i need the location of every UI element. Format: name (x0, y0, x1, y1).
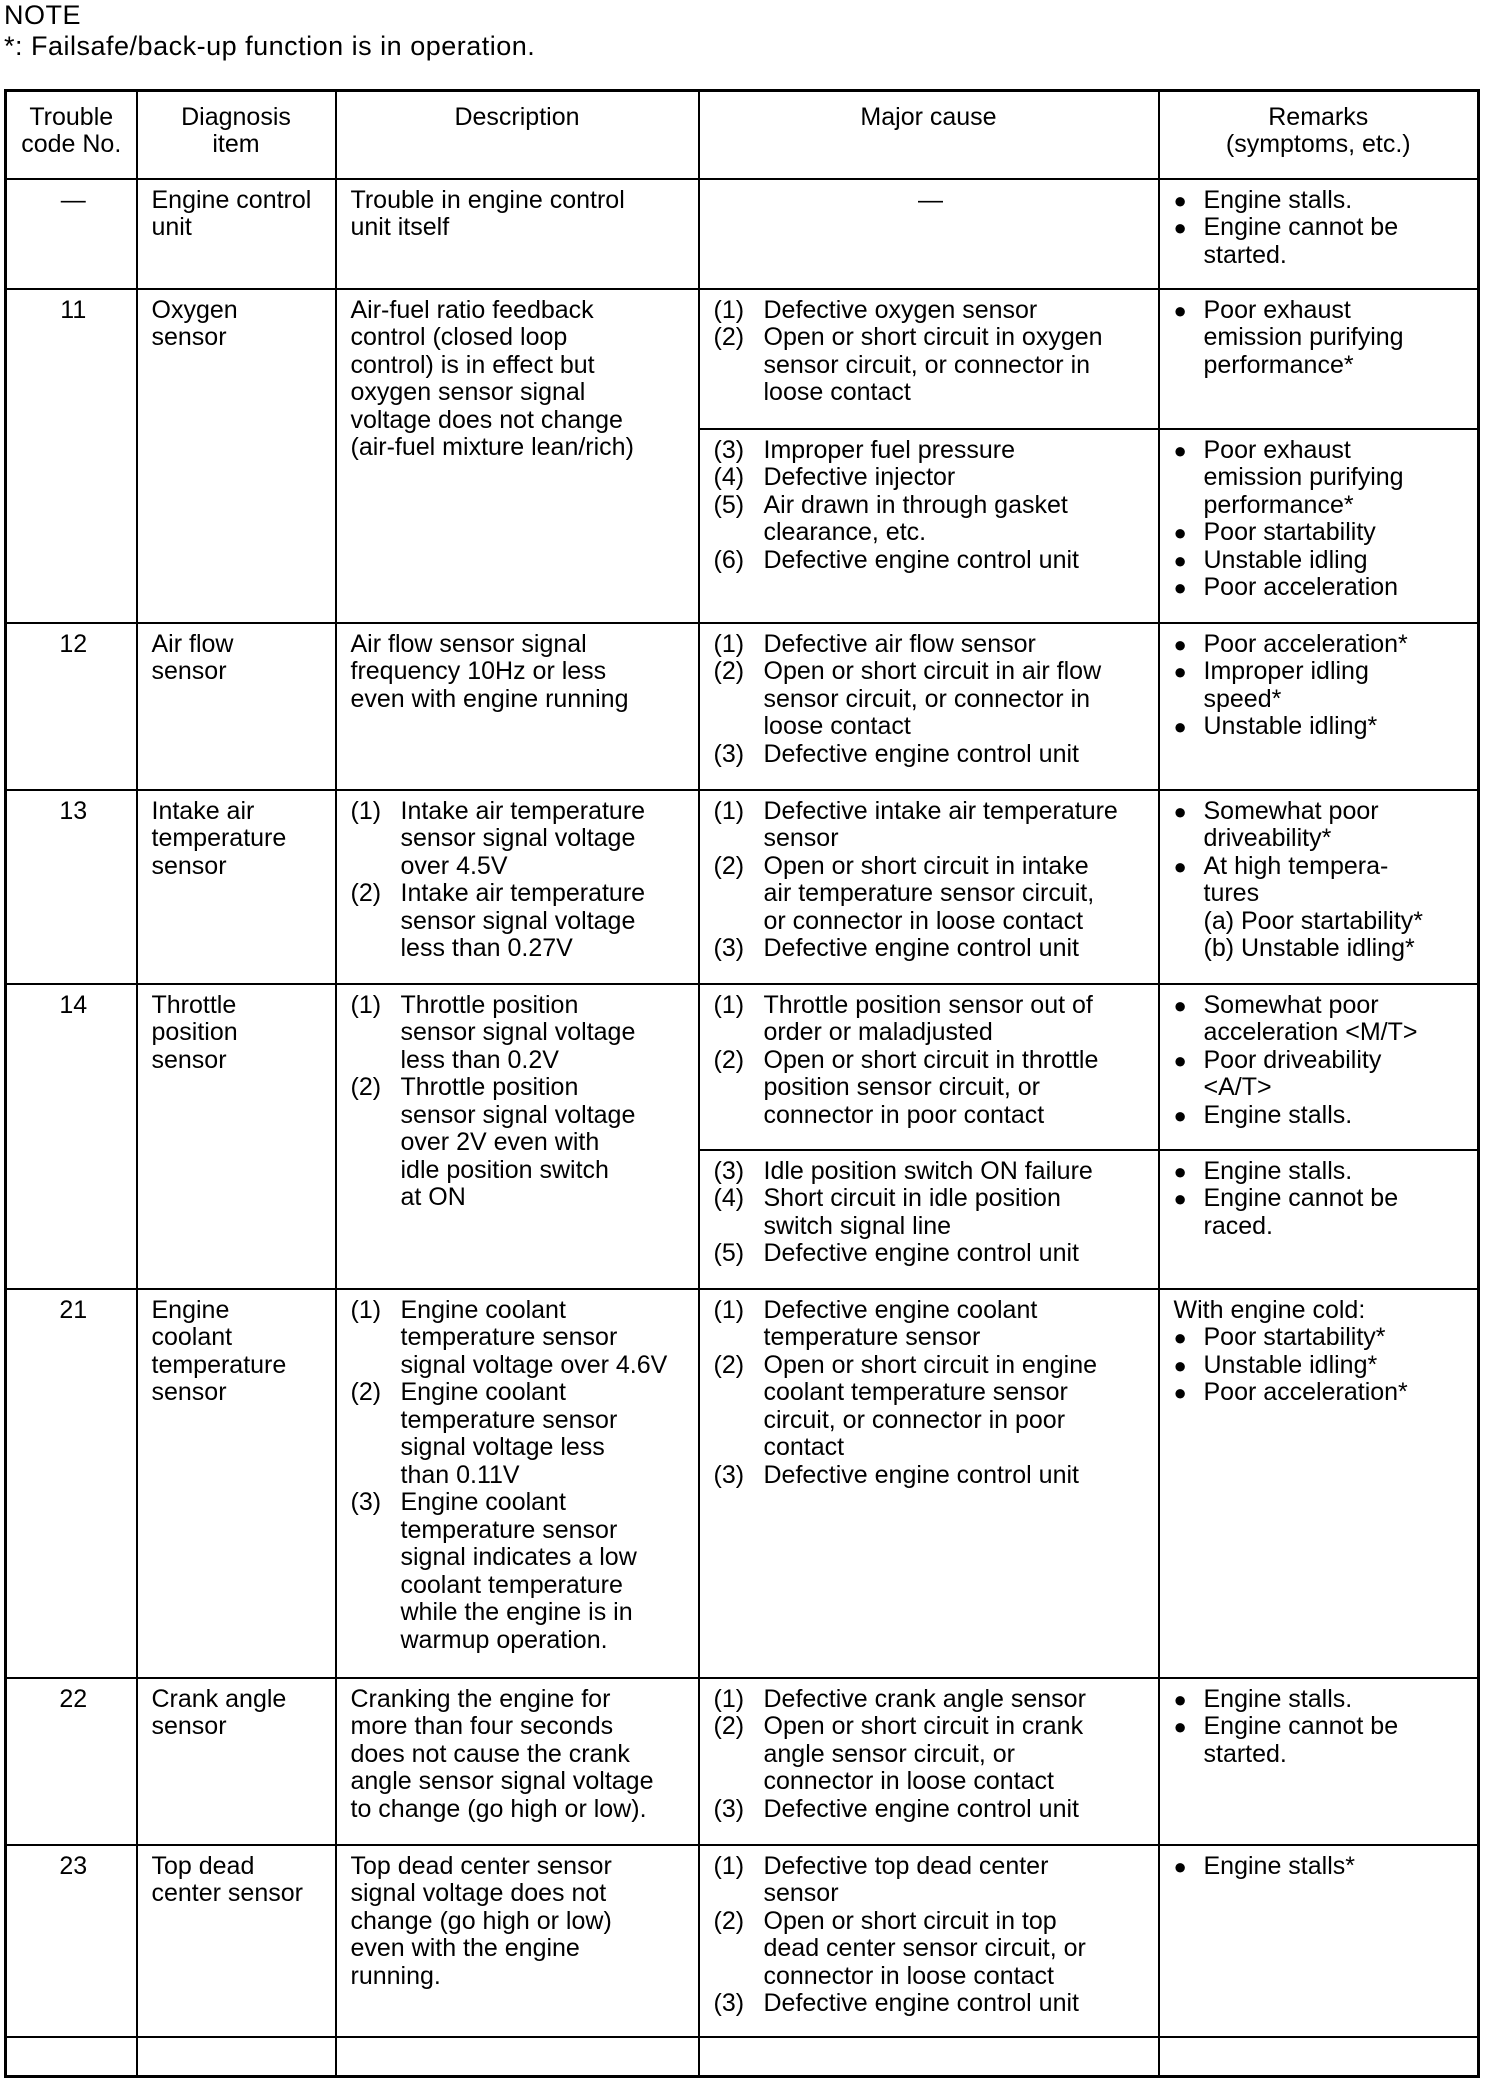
empty-cell (6, 2037, 137, 2077)
bullet-text: Poor acceleration* (1203, 1378, 1408, 1406)
bullet-item (1174, 1713, 1468, 1768)
list-item (714, 741, 1148, 769)
remarks (1159, 984, 1479, 1150)
header-row (6, 91, 1479, 179)
diagnosis-item: Oxygen sensor (137, 289, 336, 623)
item-text: Engine coolant temperature sensor signal indicates a low coolant temperature while the engine is in warmup operation. (400, 1488, 637, 1654)
bullet-item (1174, 713, 1468, 741)
item-number: (1) (713, 629, 745, 658)
item-text: Defective top dead center sensor (763, 1851, 1049, 1907)
bullet-icon: ● (1173, 631, 1187, 657)
item-number: (4) (713, 1184, 745, 1212)
list-item (714, 547, 1148, 575)
remarks (1159, 790, 1479, 984)
item-text: Open or short circuit in oxygen sensor circuit, or connector in loose contact (763, 323, 1103, 406)
item-number: (4) (713, 463, 745, 491)
item-text: Throttle position sensor signal voltage over 2V even with idle position switch at ON (400, 1073, 636, 1211)
bullet-text: At high tempera- tures (a) Poor startability* (b) Unstable idling* (1203, 851, 1424, 962)
diagnosis-table (4, 89, 1480, 2078)
bullet-text: Improper idling speed* (1203, 657, 1369, 713)
item-number: (1) (713, 1295, 745, 1324)
item-number: (3) (713, 435, 745, 464)
item-number: (1) (713, 990, 745, 1019)
item-number: (2) (350, 1378, 382, 1406)
item-text: Open or short circuit in intake air temperature sensor circuit, or connector in loose contact (763, 851, 1095, 935)
item-text: Defective oxygen sensor (763, 295, 1038, 324)
diagnosis-item: Air flow sensor (137, 623, 336, 790)
item-number: (3) (713, 1989, 745, 2017)
header-description: Description (336, 91, 699, 179)
item-number: (2) (350, 1073, 382, 1101)
major-cause: — (699, 179, 1159, 289)
bullet-icon: ● (1173, 1186, 1187, 1211)
bullet-text: Unstable idling* (1203, 1350, 1378, 1379)
remarks-intro: With engine cold: (1173, 1295, 1366, 1324)
bullet-text: Poor acceleration* (1203, 629, 1408, 658)
major-cause (699, 1845, 1159, 2037)
trouble-code: — (6, 179, 137, 289)
bullet-text: Poor startability (1203, 518, 1376, 546)
item-number: (2) (713, 323, 745, 351)
trouble-code: 11 (6, 289, 137, 623)
diagnosis-item: Intake air temperature sensor (137, 790, 336, 984)
header-code: Trouble code No. (6, 91, 137, 179)
bullet-text: Somewhat poor acceleration <M/T> (1203, 990, 1418, 1046)
table-row (6, 1845, 1479, 2037)
list-item (714, 492, 1148, 547)
item-text: Defective engine control unit (763, 934, 1079, 962)
bullet-icon: ● (1173, 1686, 1187, 1712)
bullet-item (1174, 1686, 1468, 1714)
diagnosis-item: Engine coolant temperature sensor (137, 1289, 336, 1678)
item-text: Idle position switch ON failure (763, 1156, 1093, 1185)
bullet-text: Engine stalls. (1203, 1156, 1353, 1185)
remarks (1159, 1289, 1479, 1678)
item-text: Intake air temperature sensor signal voltage over 4.5V (400, 796, 646, 880)
item-number: (1) (713, 1851, 745, 1880)
bullet-item (1174, 437, 1468, 520)
item-text: Defective air flow sensor (763, 629, 1036, 658)
trouble-code: 13 (6, 790, 137, 984)
table-row (6, 289, 1479, 429)
item-text: Defective engine control unit (763, 1460, 1079, 1489)
item-text: Improper fuel pressure (763, 435, 1016, 464)
list-item (714, 464, 1148, 492)
item-text: Defective engine control unit (763, 1239, 1079, 1267)
table-row (6, 790, 1479, 984)
item-text: Open or short circuit in crank angle sensor circuit, or connector in loose contact (763, 1712, 1084, 1795)
list-item (714, 1240, 1148, 1268)
item-number: (1) (713, 1684, 745, 1713)
list-item (351, 1297, 688, 1380)
item-number: (3) (350, 1488, 382, 1516)
list-item (714, 1713, 1148, 1796)
bullet-icon: ● (1173, 437, 1187, 463)
item-text: Engine coolant temperature sensor signal voltage less than 0.11V (400, 1378, 618, 1489)
description (336, 1289, 699, 1678)
major-cause (699, 289, 1159, 429)
list-item (714, 1158, 1148, 1186)
bullet-icon: ● (1173, 575, 1187, 600)
item-number: (2) (713, 1906, 745, 1935)
trouble-code: 12 (6, 623, 137, 790)
bullet-text: Unstable idling (1203, 545, 1368, 574)
item-text: Defective engine coolant temperature sensor (763, 1295, 1038, 1351)
item-text: Defective engine control unit (763, 545, 1079, 574)
bullet-text: Engine stalls. (1203, 185, 1353, 214)
table-row (6, 179, 1479, 289)
list-item (351, 798, 688, 881)
bullet-text: Poor exhaust emission purifying performance* (1203, 295, 1404, 379)
item-number: (1) (713, 295, 745, 324)
bullet-icon: ● (1173, 798, 1187, 824)
list-item (714, 1462, 1148, 1490)
bullet-item (1174, 547, 1468, 575)
bullet-text: Poor acceleration (1203, 573, 1399, 601)
bullet-icon: ● (1173, 853, 1187, 879)
description (336, 790, 699, 984)
list-item (351, 1489, 688, 1654)
note-line: *: Failsafe/back-up function is in operation. (4, 31, 536, 61)
major-cause (699, 429, 1159, 623)
header-cause: Major cause (699, 91, 1159, 179)
bullet-icon: ● (1173, 215, 1187, 240)
description: Trouble in engine control unit itself (336, 179, 699, 289)
item-text: Engine coolant temperature sensor signal voltage over 4.6V (400, 1295, 668, 1379)
item-text: Open or short circuit in top dead center sensor circuit, or connector in loose contact (763, 1906, 1086, 1990)
item-text: Defective engine control unit (763, 1989, 1079, 2017)
list-item (714, 798, 1148, 853)
description: Air flow sensor signal frequency 10Hz or less even with engine running (336, 623, 699, 790)
table-row (6, 623, 1479, 790)
bullet-icon: ● (1173, 1352, 1187, 1378)
bullet-text: Engine cannot be started. (1203, 1712, 1399, 1768)
item-number: (2) (713, 1350, 745, 1379)
item-text: Intake air temperature sensor signal voltage less than 0.27V (400, 879, 646, 962)
item-number: (3) (713, 1460, 745, 1489)
bullet-item (1174, 1853, 1468, 1881)
list-item (714, 1853, 1148, 1908)
table-row (6, 1678, 1479, 1845)
diagnosis-item: Engine control unit (137, 179, 336, 289)
bullet-item (1174, 214, 1468, 269)
item-number: (2) (713, 1712, 745, 1740)
bullet-item (1174, 992, 1468, 1047)
item-text: Defective crank angle sensor (763, 1684, 1086, 1713)
bullet-item (1174, 631, 1468, 659)
bullet-item (1174, 1379, 1468, 1407)
bullet-icon: ● (1173, 659, 1187, 684)
empty-cell (336, 2037, 699, 2077)
list-item (351, 992, 688, 1075)
empty-cell (1159, 2037, 1479, 2077)
bullet-text: Engine cannot be raced. (1203, 1184, 1399, 1240)
table-row (6, 1289, 1479, 1678)
bullet-item (1174, 798, 1468, 853)
diagnosis-item: Throttle position sensor (137, 984, 336, 1289)
item-text: Air drawn in through gasket clearance, etc. (763, 490, 1068, 546)
list-item (714, 297, 1148, 325)
bullet-text: Poor exhaust emission purifying performance* (1203, 435, 1404, 519)
list-item (714, 992, 1148, 1047)
list-item (714, 853, 1148, 936)
bullet-text: Poor startability* (1203, 1323, 1386, 1351)
bullet-icon: ● (1173, 1047, 1187, 1073)
major-cause (699, 984, 1159, 1150)
item-text: Defective engine control unit (763, 739, 1079, 768)
trouble-code: 21 (6, 1289, 137, 1678)
remarks (1159, 623, 1479, 790)
list-item (714, 1047, 1148, 1130)
item-number: (6) (713, 545, 745, 574)
item-number: (2) (713, 657, 745, 685)
bullet-icon: ● (1173, 1325, 1187, 1350)
bullet-icon: ● (1173, 1102, 1187, 1128)
bullet-icon: ● (1173, 1853, 1187, 1879)
item-number: (1) (713, 796, 745, 825)
major-cause (699, 623, 1159, 790)
item-number: (3) (713, 739, 745, 768)
description: Top dead center sensor signal voltage does not change (go high or low) even with the engine running. (336, 1845, 699, 2037)
bullet-item (1174, 574, 1468, 602)
bullet-item (1174, 1185, 1468, 1240)
remarks (1159, 289, 1479, 429)
bullet-text: Somewhat poor driveability* (1203, 796, 1379, 852)
description (336, 984, 699, 1289)
list-item (714, 1297, 1148, 1352)
item-text: Defective engine control unit (763, 1794, 1079, 1823)
list-item (714, 1686, 1148, 1714)
bullet-text: Engine stalls. (1203, 1100, 1353, 1129)
item-number: (3) (713, 1794, 745, 1823)
list-item (351, 1379, 688, 1489)
note-title: NOTE (4, 0, 82, 30)
description: Air-fuel ratio feedback control (closed loop control) is in effect but oxygen sensor signal voltage does not change (air-fuel mixture lean/rich) (336, 289, 699, 623)
bullet-item (1174, 297, 1468, 380)
item-number: (2) (350, 879, 382, 907)
remarks (1159, 429, 1479, 623)
item-text: Open or short circuit in air flow sensor circuit, or connector in loose contact (763, 657, 1102, 740)
bullet-icon: ● (1173, 547, 1187, 573)
bullet-item (1174, 1352, 1468, 1380)
list-item (714, 1352, 1148, 1462)
item-number: (1) (350, 1295, 382, 1324)
bullet-item (1174, 853, 1468, 963)
item-text: Short circuit in idle position switch signal line (763, 1184, 1061, 1240)
item-text: Throttle position sensor signal voltage less than 0.2V (400, 990, 636, 1074)
bullet-item (1174, 1158, 1468, 1186)
bullet-item (1174, 1047, 1468, 1102)
diagnosis-item: Crank angle sensor (137, 1678, 336, 1845)
bullet-item (1174, 519, 1468, 547)
item-number: (2) (713, 851, 745, 880)
bullet-icon: ● (1173, 1158, 1187, 1184)
item-number: (1) (350, 796, 382, 825)
diagnosis-item: Top dead center sensor (137, 1845, 336, 2037)
item-text: Throttle position sensor out of order or maladjusted (763, 990, 1093, 1046)
empty-cell (699, 2037, 1159, 2077)
item-number: (3) (713, 934, 745, 962)
description: Cranking the engine for more than four seconds does not cause the crank angle sensor signal voltage to change (go high or low). (336, 1678, 699, 1845)
bullet-item (1174, 187, 1468, 215)
bullet-icon: ● (1173, 1380, 1187, 1405)
table-row (6, 984, 1479, 1150)
item-text: Defective intake air temperature sensor (763, 796, 1118, 852)
item-number: (5) (713, 1239, 745, 1267)
bullet-item (1174, 1102, 1468, 1130)
major-cause (699, 1150, 1159, 1289)
empty-cell (137, 2037, 336, 2077)
note-block (4, 0, 535, 62)
list-item (714, 631, 1148, 659)
item-text: Open or short circuit in throttle position sensor circuit, or connector in poor contact (763, 1045, 1099, 1129)
bullet-item (1174, 1324, 1468, 1352)
list-item (351, 880, 688, 963)
list-item (714, 1796, 1148, 1824)
header-item: Diagnosis item (137, 91, 336, 179)
bullet-text: Engine stalls* (1203, 1851, 1355, 1880)
item-number: (1) (350, 990, 382, 1019)
bullet-icon: ● (1173, 1714, 1187, 1739)
bullet-text: Engine cannot be started. (1203, 213, 1399, 269)
bullet-text: Poor driveability <A/T> (1203, 1045, 1382, 1101)
item-number: (3) (713, 1156, 745, 1185)
table-row-partial (6, 2037, 1479, 2077)
item-number: (5) (713, 490, 745, 519)
list-item (714, 658, 1148, 741)
remarks (1159, 179, 1479, 289)
trouble-code: 22 (6, 1678, 137, 1845)
list-item (351, 1074, 688, 1212)
list-item (714, 437, 1148, 465)
bullet-icon: ● (1173, 992, 1187, 1018)
remarks (1159, 1150, 1479, 1289)
bullet-item (1174, 658, 1468, 713)
item-text: Open or short circuit in engine coolant temperature sensor circuit, or connector in poor contact (763, 1350, 1098, 1461)
header-remarks: Remarks (symptoms, etc.) (1159, 91, 1479, 179)
trouble-code: 14 (6, 984, 137, 1289)
bullet-icon: ● (1173, 297, 1187, 323)
bullet-icon: ● (1173, 187, 1187, 213)
major-cause (699, 1289, 1159, 1678)
list-item (714, 1908, 1148, 1991)
list-item (714, 1185, 1148, 1240)
bullet-text: Engine stalls. (1203, 1684, 1353, 1713)
bullet-text: Unstable idling* (1203, 712, 1378, 740)
list-item (714, 324, 1148, 407)
bullet-icon: ● (1173, 714, 1187, 739)
major-cause (699, 790, 1159, 984)
major-cause (699, 1678, 1159, 1845)
remarks (1159, 1678, 1479, 1845)
remarks (1159, 1845, 1479, 2037)
item-number: (2) (713, 1045, 745, 1074)
trouble-code: 23 (6, 1845, 137, 2037)
bullet-icon: ● (1173, 520, 1187, 545)
item-text: Defective injector (763, 463, 956, 491)
list-item (714, 1990, 1148, 2018)
list-item (714, 935, 1148, 963)
